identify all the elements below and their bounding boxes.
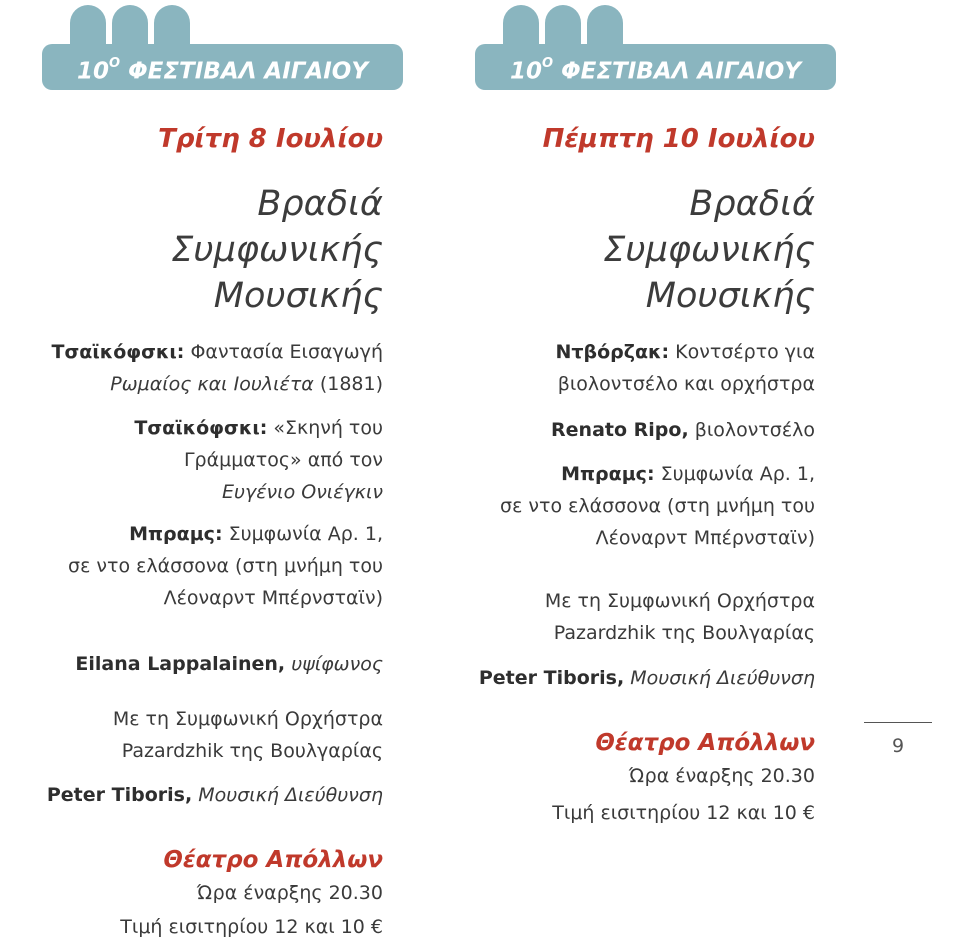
orchestra: Με τη Συμφωνική Ορχήστρα Pazardzhik της Βουλγαρίας (112, 708, 383, 762)
venue: Θέατρο Απόλλων (163, 847, 383, 873)
festival-title: $10^O$ ΦΕΣΤΙΒΑΛ ΑΙΓΑΙΟΥ (475, 44, 836, 90)
ticket-price: Τιμή εισιτηρίου 12 και 10 € (120, 916, 383, 938)
banner-tab (154, 5, 190, 49)
event-title: Βραδιά Συμφωνικής Μουσικής (603, 184, 815, 316)
start-time: Ώρα έναρξης 20.30 (628, 765, 815, 787)
venue: Θέατρο Απόλλων (595, 730, 815, 756)
festival-title: $10^O$ ΦΕΣΤΙΒΑΛ ΑΙΓΑΙΟΥ (42, 44, 403, 90)
conductor: Peter Tiboris, Μουσική Διεύθυνση (478, 667, 815, 689)
event-date: Πέμπτη 10 Ιουλίου (542, 124, 815, 154)
banner-tab (112, 5, 148, 49)
soloist: Renato Ripo, βιολοντσέλο (551, 419, 815, 441)
banner-tab (70, 5, 106, 49)
event-title: Βραδιά Συμφωνικής Μουσικής (171, 184, 383, 316)
event-date: Τρίτη 8 Ιουλίου (158, 124, 383, 154)
program-item-dvorak: Ντβόρζακ: Κοντσέρτο για βιολοντσέλο και ορχήστρα (555, 341, 815, 395)
banner-tab (587, 5, 623, 49)
banner-tab (503, 5, 539, 49)
start-time: Ώρα έναρξης 20.30 (196, 882, 383, 904)
page-number-rule (864, 722, 932, 723)
program-item-tchaikovsky-2: Τσαϊκόφσκι: «Σκηνή του Γράμματος» από τον Ευγένιο Ονιέγκιν (134, 417, 383, 503)
festival-banner (475, 0, 836, 92)
program-item-tchaikovsky-1: Τσαϊκόφσκι: Φαντασία Εισαγωγή Ρωμαίος και Ιουλιέτα (1881) (51, 341, 383, 395)
conductor: Peter Tiboris, Μουσική Διεύθυνση (46, 784, 383, 806)
festival-banner (42, 0, 403, 92)
program-item-brahms: Μπραμς: Συμφωνία Αρ. 1, σε ντο ελάσσονα (στη μνήμη του Λέοναρντ Μπέρνσταϊν) (500, 463, 815, 549)
ticket-price: Τιμή εισιτηρίου 12 και 10 € (552, 802, 815, 824)
soloist: Eilana Lappalainen, υψίφωνος (75, 653, 383, 675)
program-item-brahms: Μπραμς: Συμφωνία Αρ. 1, σε ντο ελάσσονα (στη μνήμη του Λέοναρντ Μπέρνσταϊν) (68, 523, 383, 609)
banner-tab (545, 5, 581, 49)
orchestra: Με τη Συμφωνική Ορχήστρα Pazardzhik της Βουλγαρίας (544, 590, 815, 644)
page-number: 9 (864, 722, 932, 757)
